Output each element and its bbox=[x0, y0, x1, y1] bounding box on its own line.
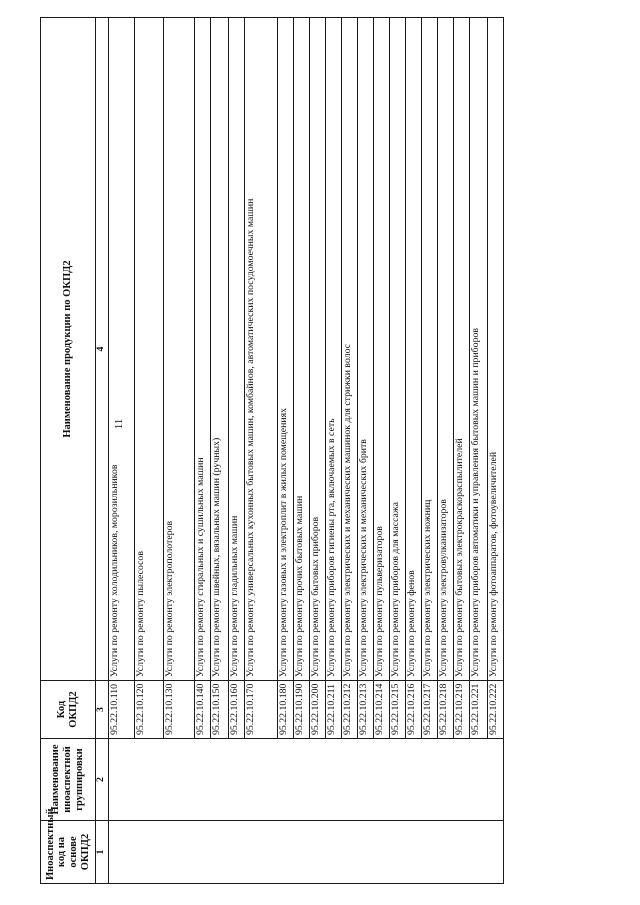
table-row bbox=[454, 18, 470, 884]
table-row bbox=[245, 18, 278, 884]
group-name-cell bbox=[488, 739, 504, 821]
table-row bbox=[488, 18, 504, 884]
column-number-row bbox=[96, 18, 109, 884]
aspect-code-cell bbox=[406, 821, 422, 884]
group-name-cell bbox=[195, 739, 211, 821]
aspect-code-cell bbox=[326, 821, 342, 884]
table-row bbox=[164, 18, 195, 884]
column-number-2: 2 bbox=[96, 739, 109, 821]
column-number-1: 1 bbox=[96, 821, 109, 884]
table-row bbox=[470, 18, 488, 884]
page-number: 11 bbox=[113, 418, 125, 430]
product-name-cell: Услуги по ремонту пульверизаторов bbox=[374, 18, 390, 681]
okpd2-code-cell: 95.22.10.200 bbox=[310, 681, 326, 739]
aspect-code-cell bbox=[135, 821, 164, 884]
aspect-code-cell bbox=[422, 821, 438, 884]
product-name-cell: Услуги по ремонту электрических и механических бритв bbox=[358, 18, 374, 681]
group-name-cell bbox=[164, 739, 195, 821]
okpd2-code-cell: 95.22.10.180 bbox=[278, 681, 294, 739]
okpd2-table-rotated bbox=[40, 18, 560, 884]
aspect-code-cell bbox=[164, 821, 195, 884]
table-row bbox=[211, 18, 229, 884]
okpd2-code-cell: 95.22.10.216 bbox=[406, 681, 422, 739]
product-name-cell: Услуги по ремонту электровулканизаторов bbox=[438, 18, 454, 681]
group-name-cell bbox=[135, 739, 164, 821]
table-row bbox=[406, 18, 422, 884]
group-name-cell bbox=[374, 739, 390, 821]
okpd2-code-cell: 95.22.10.213 bbox=[358, 681, 374, 739]
group-name-cell bbox=[390, 739, 406, 821]
table-row bbox=[109, 18, 135, 884]
group-name-cell bbox=[294, 739, 310, 821]
group-name-cell bbox=[358, 739, 374, 821]
group-name-cell bbox=[342, 739, 358, 821]
okpd2-code-cell: 95.22.10.150 bbox=[211, 681, 229, 739]
okpd2-code-cell: 95.22.10.215 bbox=[390, 681, 406, 739]
okpd2-code-cell: 95.22.10.130 bbox=[164, 681, 195, 739]
group-name-cell bbox=[438, 739, 454, 821]
group-name-cell bbox=[278, 739, 294, 821]
group-name-cell bbox=[310, 739, 326, 821]
product-name-cell: Услуги по ремонту холодильников, морозильников bbox=[109, 18, 135, 681]
product-name-cell: Услуги по ремонту фенов bbox=[406, 18, 422, 681]
table-row bbox=[195, 18, 211, 884]
okpd2-code-cell: 95.22.10.214 bbox=[374, 681, 390, 739]
column-number-4: 4 bbox=[96, 18, 109, 681]
product-name-cell: Услуги по ремонту стиральных и сушильных машин bbox=[195, 18, 211, 681]
header-okpd2-code: Код ОКПД2 bbox=[41, 681, 96, 739]
product-name-cell: Услуги по ремонту газовых и электроплит в жилых помещениях bbox=[278, 18, 294, 681]
table-row bbox=[422, 18, 438, 884]
aspect-code-cell bbox=[109, 821, 135, 884]
table-row bbox=[438, 18, 454, 884]
aspect-code-cell bbox=[278, 821, 294, 884]
product-name-cell: Услуги по ремонту приборов для массажа bbox=[390, 18, 406, 681]
aspect-code-cell bbox=[470, 821, 488, 884]
column-number-3: 3 bbox=[96, 681, 109, 739]
product-name-cell: Услуги по ремонту фотоаппаратов, фотоувеличителей bbox=[488, 18, 504, 681]
okpd2-code-cell: 95.22.10.170 bbox=[245, 681, 278, 739]
product-name-cell: Услуги по ремонту электрических и механических машинок для стрижки волос bbox=[342, 18, 358, 681]
table-row bbox=[278, 18, 294, 884]
product-name-cell: Услуги по ремонту гладильных машин bbox=[229, 18, 245, 681]
okpd2-code-cell: 95.22.10.120 bbox=[135, 681, 164, 739]
group-name-cell bbox=[422, 739, 438, 821]
table-row bbox=[294, 18, 310, 884]
aspect-code-cell bbox=[195, 821, 211, 884]
table-row bbox=[326, 18, 342, 884]
product-name-cell: Услуги по ремонту пылесосов bbox=[135, 18, 164, 681]
group-name-cell bbox=[454, 739, 470, 821]
okpd2-code-cell: 95.22.10.140 bbox=[195, 681, 211, 739]
product-name-cell: Услуги по ремонту электрических ножниц bbox=[422, 18, 438, 681]
aspect-code-cell bbox=[342, 821, 358, 884]
aspect-code-cell bbox=[438, 821, 454, 884]
table-row bbox=[342, 18, 358, 884]
product-name-cell: Услуги по ремонту электрополотеров bbox=[164, 18, 195, 681]
aspect-code-cell bbox=[358, 821, 374, 884]
okpd2-code-cell: 95.22.10.221 bbox=[470, 681, 488, 739]
product-name-cell: Услуги по ремонту приборов гигиены рта, включаемых в сеть bbox=[326, 18, 342, 681]
aspect-code-cell bbox=[390, 821, 406, 884]
product-name-cell: Услуги по ремонту универсальных кухонных бытовых машин, комбайнов, автоматических посудомоечных машин bbox=[245, 18, 278, 681]
aspect-code-cell bbox=[488, 821, 504, 884]
product-name-cell: Услуги по ремонту швейных, вязальных машин (ручных) bbox=[211, 18, 229, 681]
header-aspect-code: Иноаспектный код на основе ОКПД2 bbox=[41, 821, 96, 884]
okpd2-code-cell: 95.22.10.222 bbox=[488, 681, 504, 739]
table-row bbox=[358, 18, 374, 884]
okpd2-code-cell: 95.22.10.212 bbox=[342, 681, 358, 739]
okpd2-code-cell: 95.22.10.211 bbox=[326, 681, 342, 739]
group-name-cell bbox=[406, 739, 422, 821]
group-name-cell bbox=[211, 739, 229, 821]
group-name-cell bbox=[326, 739, 342, 821]
header-group-name: Наименование иноаспектной группировки bbox=[41, 739, 96, 821]
okpd2-code-cell: 95.22.10.160 bbox=[229, 681, 245, 739]
aspect-code-cell bbox=[211, 821, 229, 884]
aspect-code-cell bbox=[454, 821, 470, 884]
product-name-cell: Услуги по ремонту бытовых приборов bbox=[310, 18, 326, 681]
aspect-code-cell bbox=[310, 821, 326, 884]
okpd2-table bbox=[40, 17, 504, 884]
group-name-cell bbox=[109, 739, 135, 821]
product-name-cell: Услуги по ремонту приборов автоматики и управления бытовых машин и приборов bbox=[470, 18, 488, 681]
group-name-cell bbox=[470, 739, 488, 821]
aspect-code-cell bbox=[245, 821, 278, 884]
table-row bbox=[135, 18, 164, 884]
group-name-cell bbox=[229, 739, 245, 821]
table-row bbox=[310, 18, 326, 884]
okpd2-code-cell: 95.22.10.219 bbox=[454, 681, 470, 739]
aspect-code-cell bbox=[374, 821, 390, 884]
okpd2-code-cell: 95.22.10.190 bbox=[294, 681, 310, 739]
header-row bbox=[41, 18, 96, 884]
okpd2-code-cell: 95.22.10.217 bbox=[422, 681, 438, 739]
table-row bbox=[229, 18, 245, 884]
table-row bbox=[374, 18, 390, 884]
aspect-code-cell bbox=[294, 821, 310, 884]
okpd2-code-cell: 95.22.10.218 bbox=[438, 681, 454, 739]
table-row bbox=[390, 18, 406, 884]
table-body bbox=[109, 18, 504, 884]
product-name-cell: Услуги по ремонту бытовых электрокраскораспылителей bbox=[454, 18, 470, 681]
header-product-name: Наименование продукции по ОКПД2 bbox=[41, 18, 96, 681]
group-name-cell bbox=[245, 739, 278, 821]
aspect-code-cell bbox=[229, 821, 245, 884]
product-name-cell: Услуги по ремонту прочих бытовых машин bbox=[294, 18, 310, 681]
okpd2-code-cell: 95.22.10.110 bbox=[109, 681, 135, 739]
